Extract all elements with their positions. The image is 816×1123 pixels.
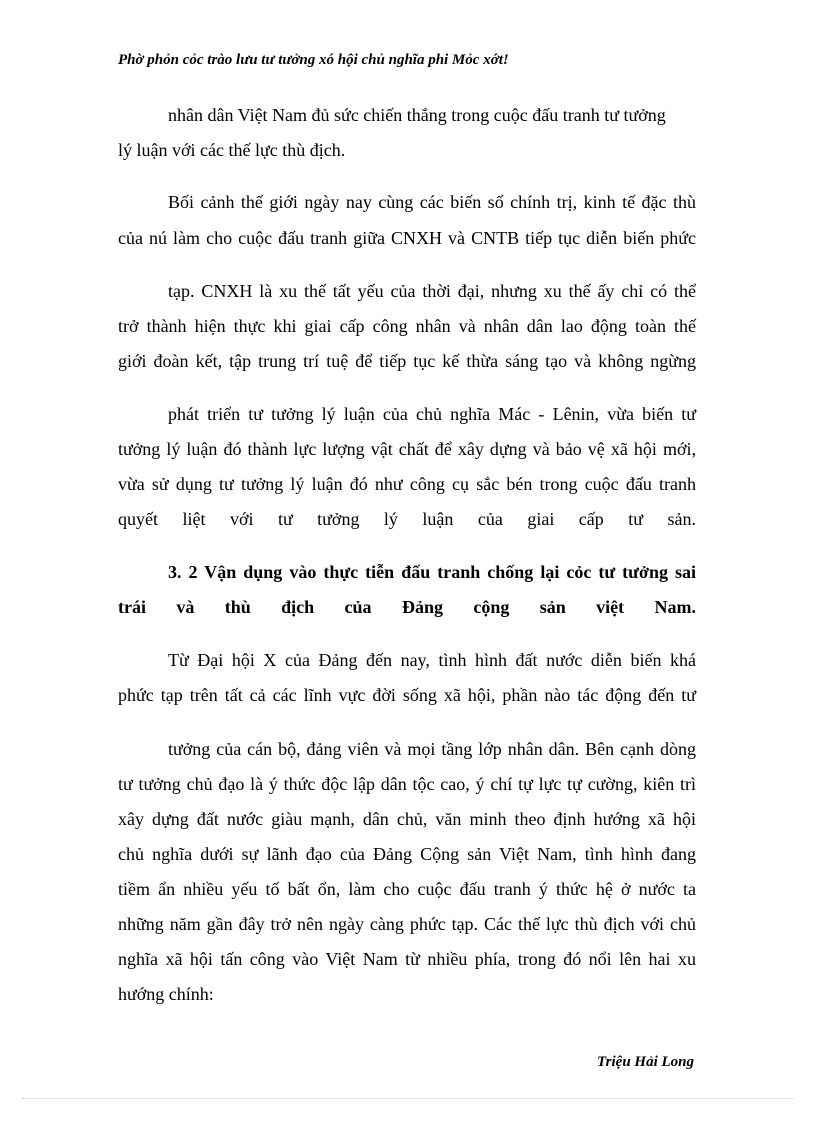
section-heading-line: 3. 2 Vận dụng vào thực tiễn đấu tranh chống lại cỏc tư tưởng sai	[168, 562, 696, 582]
text-line: giới đoàn kết, tập trung trí tuệ để tiếp tục kế thừa sáng tạo và không ngừng	[118, 351, 696, 371]
text-line: tạp. CNXH là xu thế tất yếu của thời đại, nhưng xu thế ấy chỉ có thể	[168, 281, 696, 301]
running-header: Phờ phỏn cỏc trào lưu tư tưởng xó hội chủ nghĩa phi Mỏc xớt!	[118, 52, 509, 68]
footer-author: Triệu Hải Long	[597, 1054, 694, 1070]
text-line: nghĩa xã hội tấn công vào Việt Nam từ nhiều phía, trong đó nổi lên hai xu	[118, 949, 696, 969]
text-line: Từ Đại hội X của Đảng đến nay, tình hình đất nước diễn biến khá	[168, 650, 696, 670]
section-heading-line: trái và thù địch của Đảng cộng sản việt Nam.	[118, 597, 696, 617]
text-line: phát triển tư tưởng lý luận của chủ nghĩa Mác - Lênin, vừa biến tư	[168, 404, 696, 424]
text-line: vừa sử dụng tư tưởng lý luận đó như công cụ sắc bén trong cuộc đấu tranh	[118, 474, 696, 494]
text-line: nhân dân Việt Nam đủ sức chiến thắng trong cuộc đấu tranh tư tưởng	[168, 105, 666, 125]
text-line: tiềm ẩn nhiều yếu tố bất ổn, làm cho cuộc đấu tranh ý thức hệ ở nước ta	[118, 879, 696, 899]
text-line: tưởng lý luận đó thành lực lượng vật chất để xây dựng và bảo vệ xã hội mới,	[118, 439, 696, 459]
text-line: phức tạp trên tất cả các lĩnh vực đời sống xã hội, phần nào tác động đến tư	[118, 685, 696, 705]
text-line: những năm gần đây trở nên ngày càng phức tạp. Các thế lực thù địch với chủ	[118, 914, 696, 934]
text-line: quyết liệt với tư tưởng lý luận của giai cấp tư sản.	[118, 509, 696, 529]
text-line: trở thành hiện thực khi giai cấp công nhân và nhân dân lao động toàn thế	[118, 316, 696, 336]
page-bottom-divider	[22, 1098, 794, 1099]
text-line: chủ nghĩa dưới sự lãnh đạo của Đảng Cộng sản Việt Nam, tình hình đang	[118, 844, 696, 864]
text-line: lý luận với các thế lực thù địch.	[118, 140, 346, 160]
text-line: tưởng của cán bộ, đảng viên và mọi tầng lớp nhân dân. Bên cạnh dòng	[168, 739, 696, 759]
text-line: của nú làm cho cuộc đấu tranh giữa CNXH và CNTB tiếp tục diễn biến phức	[118, 228, 696, 248]
text-line: hướng chính:	[118, 984, 214, 1004]
text-line: tư tưởng chủ đạo là ý thức độc lập dân tộc cao, ý chí tự lực tự cường, kiên trì	[118, 774, 696, 794]
text-line: Bối cảnh thế giới ngày nay cùng các biến số chính trị, kinh tế đặc thù	[168, 192, 696, 212]
text-line: xây dựng đất nước giàu mạnh, dân chủ, văn minh theo định hướng xã hội	[118, 809, 696, 829]
